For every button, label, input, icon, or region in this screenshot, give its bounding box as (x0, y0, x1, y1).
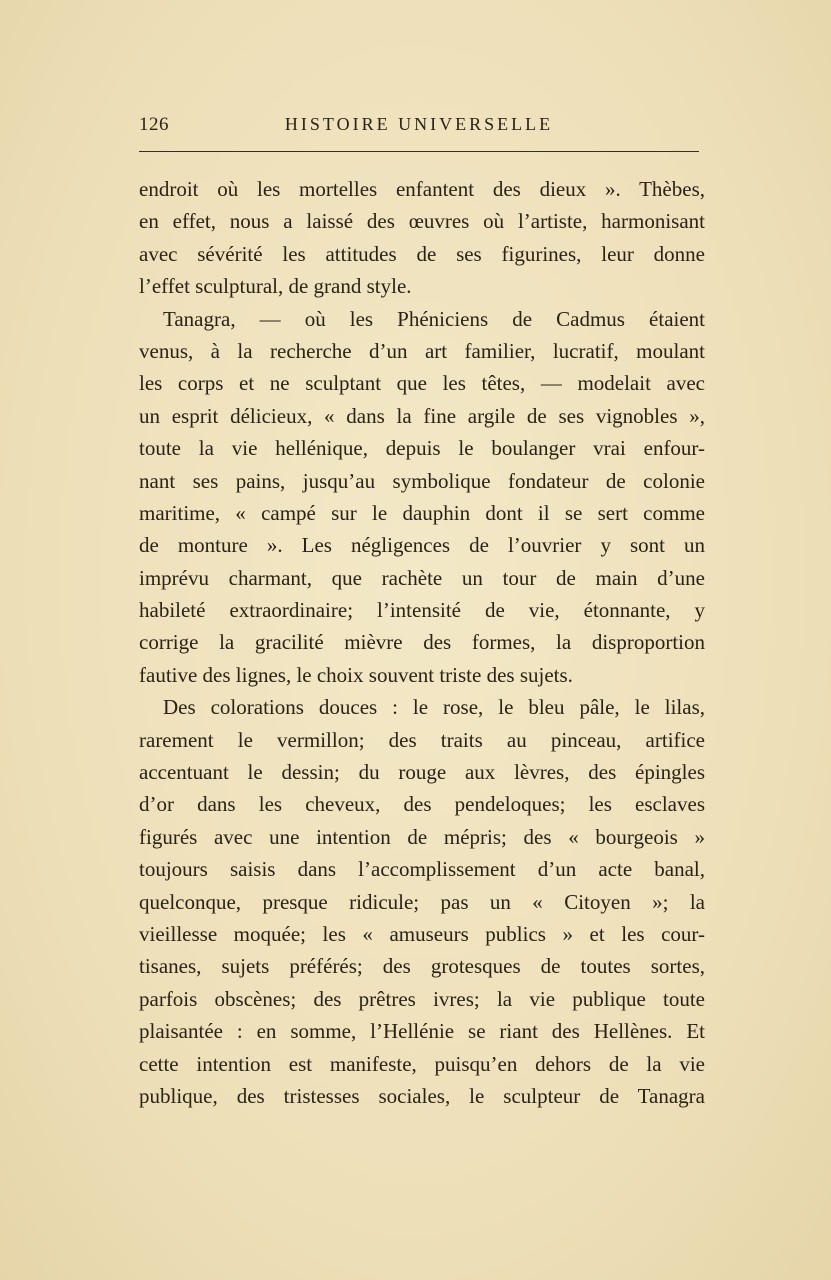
text-line: habileté extraordinaire; l’intensité de vie, étonnante, y (139, 598, 705, 623)
text-line: parfois obscènes; des prêtres ivres; la vie publique toute (139, 986, 705, 1011)
body-text (139, 173, 705, 1112)
text-line: tisanes, sujets préférés; des grotesques de toutes sortes, (139, 954, 705, 979)
page-number: 126 (139, 114, 169, 135)
paragraph (139, 691, 705, 1112)
text-line: imprévu charmant, que rachète un tour de main d’une (139, 565, 705, 590)
running-head (139, 114, 705, 140)
text-line: un esprit délicieux, « dans la fine argile de ses vignobles », (139, 403, 705, 428)
text-line: venus, à la recherche d’un art familier, lucratif, moulant (139, 338, 705, 363)
text-line: publique, des tristesses sociales, le sculpteur de Tanagra (139, 1083, 705, 1108)
text-line: quelconque, presque ridicule; pas un « Citoyen »; la (139, 889, 705, 914)
text-line: rarement le vermillon; des traits au pinceau, artifice (139, 727, 705, 752)
text-line: en effet, nous a laissé des œuvres où l’artiste, harmonisant (139, 209, 705, 234)
text-line: avec sévérité les attitudes de ses figurines, leur donne (139, 241, 705, 266)
paragraph (139, 303, 705, 692)
text-line: cette intention est manifeste, puisqu’en dehors de la vie (139, 1051, 705, 1076)
text-line: toujours saisis dans l’accomplissement d’un acte banal, (139, 857, 705, 882)
text-line: plaisantée : en somme, l’Hellénie se riant des Hellènes. Et (139, 1019, 705, 1044)
text-line: fautive des lignes, le choix souvent triste des sujets. (139, 662, 573, 687)
paragraph (139, 173, 705, 303)
text-line: Tanagra, — où les Phéniciens de Cadmus étaient (163, 306, 705, 331)
header-rule (139, 151, 699, 152)
text-line: toute la vie hellénique, depuis le boulanger vrai enfour- (139, 436, 705, 461)
text-line: de monture ». Les négligences de l’ouvrier y sont un (139, 533, 705, 558)
text-line: figurés avec une intention de mépris; des « bourgeois » (139, 824, 705, 849)
text-line: vieillesse moquée; les « amuseurs publics » et les cour- (139, 921, 705, 946)
text-line: endroit où les mortelles enfantent des dieux ». Thèbes, (139, 177, 705, 201)
text-line: maritime, « campé sur le dauphin dont il se sert comme (139, 500, 705, 525)
text-line: d’or dans les cheveux, des pendeloques; les esclaves (139, 792, 705, 817)
text-line: nant ses pains, jusqu’au symbolique fondateur de colonie (139, 468, 705, 493)
text-line: Des colorations douces : le rose, le bleu pâle, le lilas, (163, 695, 705, 720)
text-line: accentuant le dessin; du rouge aux lèvres, des épingles (139, 760, 705, 785)
text-line: les corps et ne sculptant que les têtes, — modelait avec (139, 371, 705, 396)
text-line: l’effet sculptural, de grand style. (139, 274, 412, 299)
text-line: corrige la gracilité mièvre des formes, la disproportion (139, 630, 705, 655)
running-title: HISTOIRE UNIVERSELLE (284, 114, 554, 134)
